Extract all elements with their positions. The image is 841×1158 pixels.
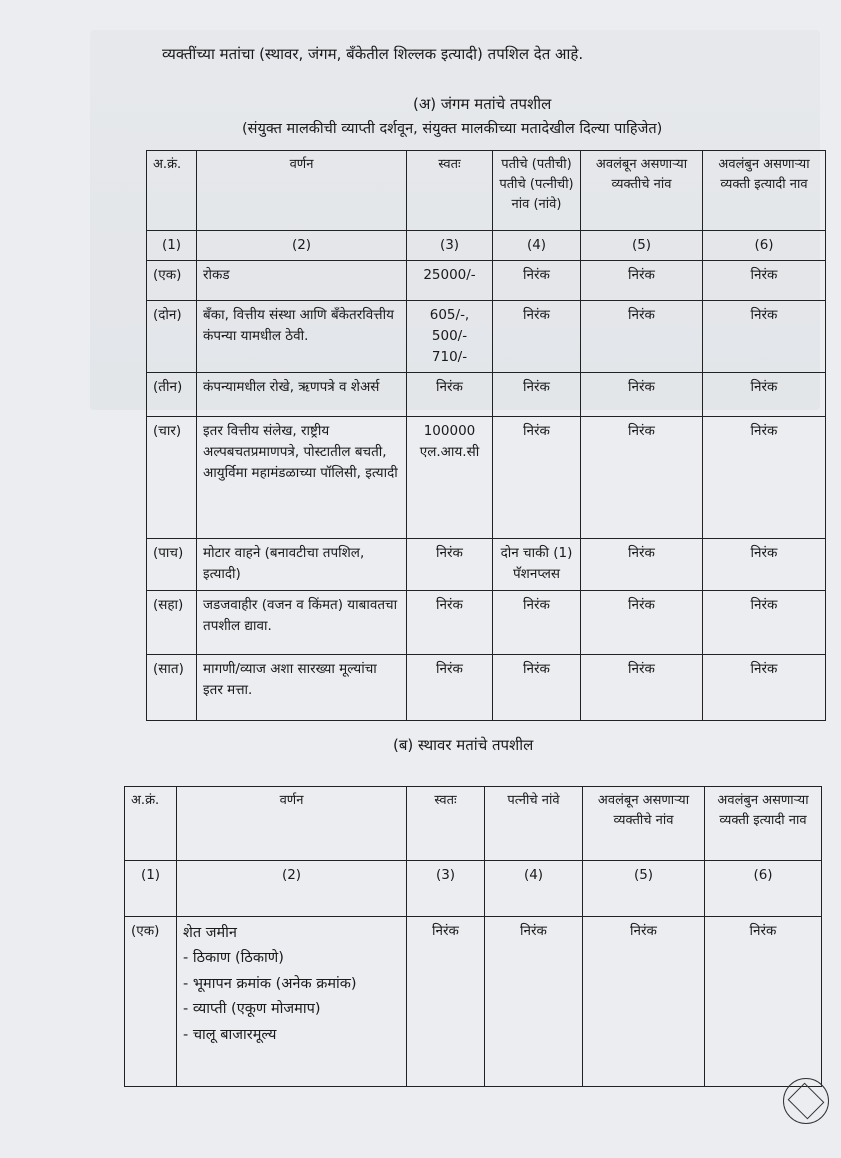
col-number: (3) xyxy=(407,231,493,261)
row-description: मोटार वाहने (बनावटीचा तपशिल, इत्यादी) xyxy=(197,538,407,590)
row-description: कंपन्यामधील रोखे, ऋणपत्रे व शेअर्स xyxy=(197,372,407,416)
col-number: (2) xyxy=(177,861,407,917)
description-subitem: - चालू बाजारमूल्य xyxy=(183,1026,277,1043)
col-number: (4) xyxy=(485,861,583,917)
row-description: रोकड xyxy=(197,261,407,301)
col-number: (6) xyxy=(705,861,822,917)
row-sr: (तीन) xyxy=(147,372,197,416)
row-spouse: निरंक xyxy=(493,261,581,301)
joint-ownership-note: (संयुक्त मालकीची व्याप्ती दर्शवून, संयुक्त मालकीच्या मतादेखील दिल्या पाहिजेत) xyxy=(242,121,663,137)
col-number: (4) xyxy=(493,231,581,261)
immovable-section-title: (ब) स्थावर मतांचे तपशील xyxy=(393,736,534,754)
row-spouse: निरंक xyxy=(493,301,581,373)
row-description: बँका, वित्तीय संस्था आणि बँकेतरवित्तीय कंपन्या यामधील ठेवी. xyxy=(197,301,407,373)
row-self: 605/-, 500/- 710/- xyxy=(407,301,493,373)
row-dependent: निरंक xyxy=(583,917,705,1087)
row-description: जडजवाहीर (वजन व किंमत) याबावतचा तपशील द्यावा. xyxy=(197,590,407,654)
row-dependent: निरंक xyxy=(581,261,703,301)
movable-section-title: (अ) जंगम मतांचे तपशील xyxy=(413,95,552,113)
row-spouse: दोन चाकी (1) पॅशनप्लस xyxy=(493,538,581,590)
header-dependent-etc: अवलंबुन असणाऱ्या व्यक्ती इत्यादी नाव xyxy=(705,787,822,861)
description-subitem: - व्याप्ती (एकूण मोजमाप) xyxy=(183,1001,321,1018)
row-spouse: निरंक xyxy=(493,416,581,538)
column-number-row xyxy=(125,861,822,917)
agricultural-land-label: शेत जमीन xyxy=(183,925,237,941)
row-description: इतर वित्तीय संलेख, राष्ट्रीय अल्पबचतप्रमाणपत्रे, पोस्टातील बचती, आयुर्विमा महामंडळाच्या पॉलिसी, इत्यादी xyxy=(197,416,407,538)
table-row xyxy=(147,654,826,720)
row-sr: (एक) xyxy=(147,261,197,301)
description-subitem: - भूमापन क्रमांक (अनेक क्रमांक) xyxy=(183,975,357,992)
row-dependent-etc: निरंक xyxy=(703,261,826,301)
row-dependent: निरंक xyxy=(581,538,703,590)
table-row xyxy=(147,301,826,373)
row-sr: (सात) xyxy=(147,654,197,720)
row-dependent: निरंक xyxy=(581,372,703,416)
row-self: निरंक xyxy=(407,917,485,1087)
table-row xyxy=(125,917,822,1087)
row-dependent-etc: निरंक xyxy=(703,590,826,654)
table-header-row xyxy=(147,151,826,231)
row-self: 100000 एल.आय.सी xyxy=(407,416,493,538)
row-self: निरंक xyxy=(407,590,493,654)
row-dependent: निरंक xyxy=(581,590,703,654)
row-sr: (दोन) xyxy=(147,301,197,373)
header-self: स्वतः xyxy=(407,787,485,861)
table-row xyxy=(147,261,826,301)
row-sr: (एक) xyxy=(125,917,177,1087)
row-dependent: निरंक xyxy=(581,416,703,538)
row-description: मागणी/व्याज अशा सारख्या मूल्यांचा इतर मत्ता. xyxy=(197,654,407,720)
header-dependent-name: अवलंबून असणाऱ्या व्यक्तीचे नांव xyxy=(583,787,705,861)
header-spouse: पत्नीचे नांवे xyxy=(485,787,583,861)
row-spouse: निरंक xyxy=(493,372,581,416)
col-number: (2) xyxy=(197,231,407,261)
row-dependent-etc: निरंक xyxy=(703,654,826,720)
row-sr: (चार) xyxy=(147,416,197,538)
table-header-row xyxy=(125,787,822,861)
header-sr: अ.क्रं. xyxy=(125,787,177,861)
table-row xyxy=(147,416,826,538)
header-spouse: पतीचे (पतीची) पतीचे (पत्नीची) नांव (नांवे) xyxy=(493,151,581,231)
header-dependent-etc: अवलंबुन असणाऱ्या व्यक्ती इत्यादी नाव xyxy=(703,151,826,231)
col-number: (5) xyxy=(581,231,703,261)
row-dependent-etc: निरंक xyxy=(705,917,822,1087)
row-dependent-etc: निरंक xyxy=(703,301,826,373)
row-dependent: निरंक xyxy=(581,654,703,720)
col-number: (3) xyxy=(407,861,485,917)
table-row xyxy=(147,372,826,416)
header-description: वर्णन xyxy=(197,151,407,231)
header-self: स्वतः xyxy=(407,151,493,231)
header-dependent-name: अवलंबून असणाऱ्या व्यक्तीचे नांव xyxy=(581,151,703,231)
row-spouse: निरंक xyxy=(493,654,581,720)
row-spouse: निरंक xyxy=(485,917,583,1087)
table-row xyxy=(147,590,826,654)
header-description: वर्णन xyxy=(177,787,407,861)
col-number: (1) xyxy=(125,861,177,917)
header-sr: अ.क्रं. xyxy=(147,151,197,231)
row-dependent: निरंक xyxy=(581,301,703,373)
col-number: (6) xyxy=(703,231,826,261)
description-subitem: - ठिकाण (ठिकाणे) xyxy=(183,950,284,967)
row-self: निरंक xyxy=(407,372,493,416)
row-spouse: निरंक xyxy=(493,590,581,654)
row-sr: (पाच) xyxy=(147,538,197,590)
column-number-row xyxy=(147,231,826,261)
table-row xyxy=(147,538,826,590)
movable-assets-table xyxy=(146,150,826,721)
row-sr: (सहा) xyxy=(147,590,197,654)
intro-line: व्यक्तींच्या मतांचा (स्थावर, जंगम, बँकेतील शिल्लक इत्यादी) तपशिल देत आहे. xyxy=(162,45,584,63)
col-number: (5) xyxy=(583,861,705,917)
row-dependent-etc: निरंक xyxy=(703,538,826,590)
row-dependent-etc: निरंक xyxy=(703,416,826,538)
row-self: 25000/- xyxy=(407,261,493,301)
stamp-seal-icon xyxy=(783,1078,829,1124)
immovable-assets-table xyxy=(124,786,822,1087)
row-description xyxy=(177,917,407,1087)
col-number: (1) xyxy=(147,231,197,261)
row-self: निरंक xyxy=(407,538,493,590)
row-dependent-etc: निरंक xyxy=(703,372,826,416)
row-self: निरंक xyxy=(407,654,493,720)
